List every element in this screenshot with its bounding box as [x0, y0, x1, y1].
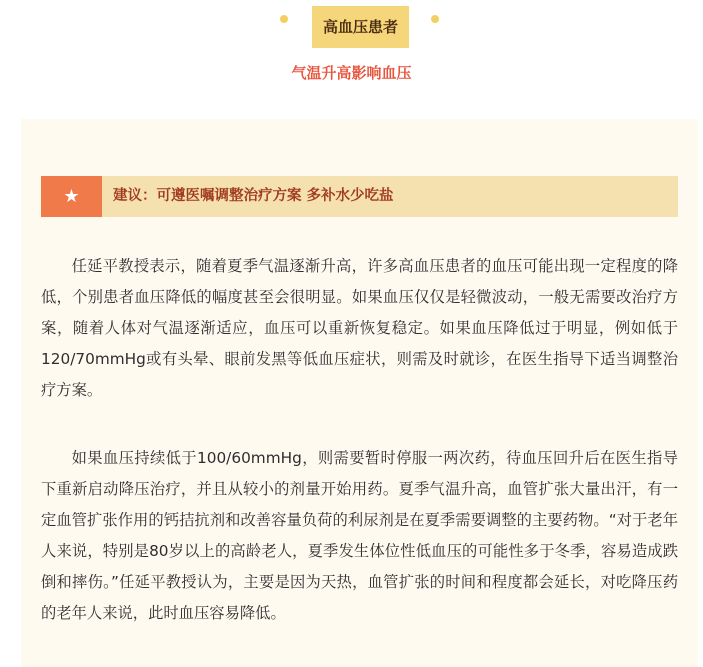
article-header	[0, 0, 703, 110]
section-title: 建议：可遵医嘱调整治疗方案 多补水少吃盐	[113, 188, 394, 204]
decorative-dot-left	[280, 15, 288, 23]
article-subtitle: 气温升高影响血压	[291, 64, 412, 82]
topic-tag: 高血压患者	[312, 6, 409, 48]
content-card	[21, 119, 698, 667]
star-icon: ★	[41, 176, 102, 217]
section-heading-bar	[41, 176, 678, 217]
paragraph-2: 如果血压持续低于100/60mmHg，则需要暂时停服一两次药，待血压回升后在医生指导下重新启动降压治疗，并且从较小的剂量开始用药。夏季气温升高，血管扩张大量出汗，有一定血管扩张作用的钙拮抗剂和改善容量负荷的利尿剂是在夏季需要调整的主要药物。“对于老年人来说，特别是80岁以上的高龄老人，夏季发生体位性低血压的可能性多于冬季，容易造成跌倒和摔伤。”任延平教授认为，主要是因为天热，血管扩张的时间和程度都会延长，对吃降压药的老年人来说，此时血压容易降低。	[41, 449, 678, 622]
decorative-dot-right	[431, 15, 439, 23]
paragraph-1: 任延平教授表示，随着夏季气温逐渐升高，许多高血压患者的血压可能出现一定程度的降低，个别患者血压降低的幅度甚至会很明显。如果血压仅仅是轻微波动，一般无需要改治疗方案，随着人体对气温逐渐适应，血压可以重新恢复稳定。如果血压降低过于明显，例如低于120/70mmHg或有头晕、眼前发黑等低血压症状，则需及时就诊，在医生指导下适当调整治疗方案。	[41, 257, 678, 399]
